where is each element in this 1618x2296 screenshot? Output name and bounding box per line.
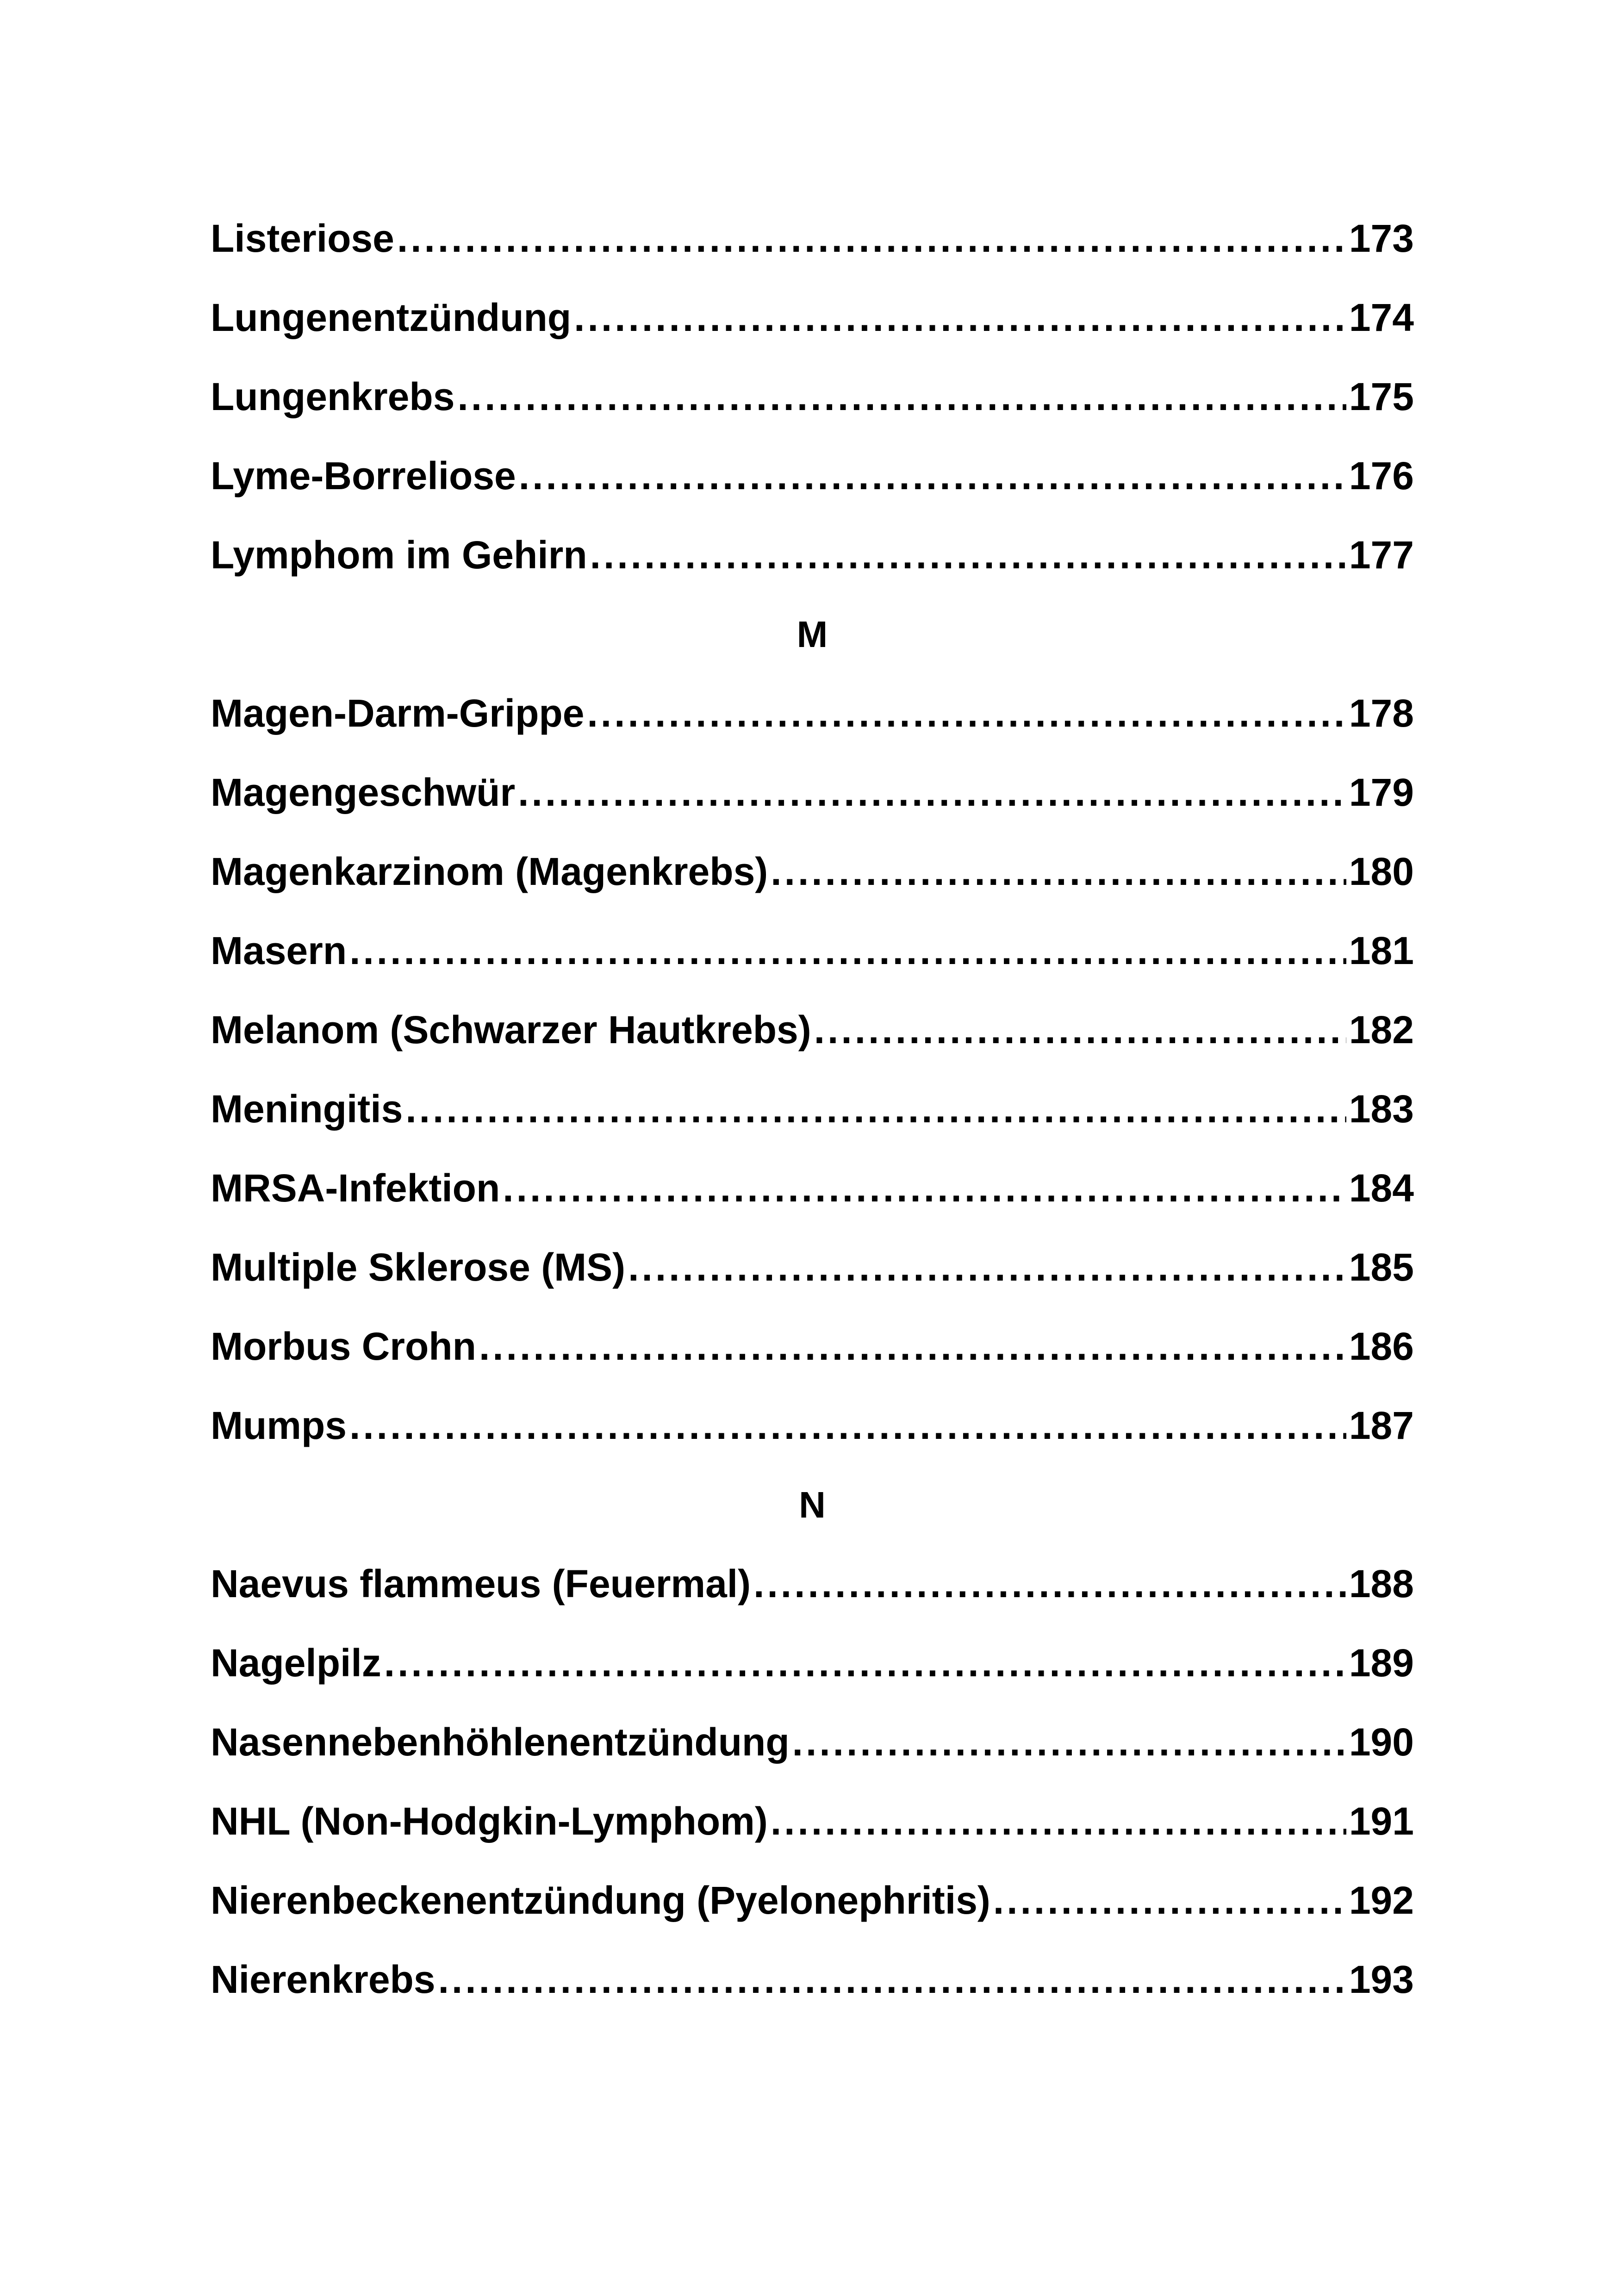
- toc-entry-page-number: 176: [1349, 454, 1414, 498]
- toc-entry[interactable]: [211, 1307, 1414, 1386]
- dot-leader: [438, 1940, 1346, 2019]
- dot-leader: [587, 674, 1346, 753]
- dot-leader: [384, 1624, 1346, 1703]
- dot-leader: [771, 832, 1346, 911]
- toc-entry-title: Nierenkrebs: [211, 1958, 436, 2001]
- section-letter-heading: M: [797, 614, 828, 655]
- dot-leader: [405, 1070, 1346, 1149]
- toc-entry[interactable]: [211, 1940, 1414, 2019]
- toc-entry-title: Lyme-Borreliose: [211, 454, 516, 498]
- toc-entry[interactable]: [211, 1544, 1414, 1624]
- toc-entry-title: Nierenbeckenentzündung (Pyelonephritis): [211, 1879, 990, 1922]
- toc-entry[interactable]: [211, 1782, 1414, 1861]
- toc-entry[interactable]: [211, 199, 1414, 278]
- table-of-contents: [211, 199, 1414, 2019]
- toc-entry[interactable]: [211, 832, 1414, 911]
- toc-entry-title: NHL (Non-Hodgkin-Lymphom): [211, 1799, 768, 1843]
- dot-leader: [753, 1544, 1346, 1624]
- dot-leader: [993, 1861, 1346, 1940]
- toc-entry-page-number: 175: [1349, 375, 1414, 418]
- toc-entry-title: Magenkarzinom (Magenkrebs): [211, 850, 768, 893]
- toc-entry-title: Mumps: [211, 1404, 347, 1447]
- dot-leader: [519, 436, 1346, 516]
- toc-entry-page-number: 182: [1349, 1008, 1414, 1052]
- dot-leader: [792, 1703, 1346, 1782]
- toc-entry-page-number: 192: [1349, 1879, 1414, 1922]
- toc-entry-page-number: 186: [1349, 1325, 1414, 1368]
- dot-leader: [479, 1307, 1346, 1386]
- toc-entry-title: Masern: [211, 929, 347, 972]
- toc-entry-title: MRSA-Infektion: [211, 1166, 500, 1210]
- toc-entry-page-number: 179: [1349, 771, 1414, 814]
- toc-entry-page-number: 190: [1349, 1720, 1414, 1764]
- dot-leader: [503, 1149, 1346, 1228]
- toc-entry[interactable]: [211, 1228, 1414, 1307]
- toc-entry-title: Listeriose: [211, 217, 394, 260]
- toc-entry[interactable]: [211, 1703, 1414, 1782]
- toc-entry[interactable]: [211, 1624, 1414, 1703]
- toc-entry-title: Naevus flammeus (Feuermal): [211, 1562, 751, 1605]
- dot-leader: [349, 911, 1346, 990]
- dot-leader: [814, 990, 1346, 1070]
- toc-entry[interactable]: [211, 990, 1414, 1070]
- toc-entry-page-number: 191: [1349, 1799, 1414, 1843]
- dot-leader: [397, 199, 1346, 278]
- toc-entry[interactable]: [211, 1070, 1414, 1149]
- dot-leader: [771, 1782, 1346, 1861]
- dot-leader: [349, 1386, 1346, 1465]
- dot-leader: [628, 1228, 1346, 1307]
- toc-entry[interactable]: [211, 278, 1414, 357]
- toc-entry-page-number: 180: [1349, 850, 1414, 893]
- toc-entry-title: Nasennebenhöhlenentzündung: [211, 1720, 790, 1764]
- toc-entry[interactable]: [211, 1386, 1414, 1465]
- dot-leader: [574, 278, 1346, 357]
- toc-entry-page-number: 188: [1349, 1562, 1414, 1605]
- toc-entry[interactable]: [211, 674, 1414, 753]
- section-letter-heading: N: [799, 1484, 826, 1525]
- toc-entry-page-number: 187: [1349, 1404, 1414, 1447]
- toc-entry-title: Lymphom im Gehirn: [211, 533, 587, 577]
- toc-entry-page-number: 183: [1349, 1087, 1414, 1131]
- toc-entry[interactable]: [211, 1149, 1414, 1228]
- toc-entry-page-number: 189: [1349, 1641, 1414, 1685]
- toc-entry[interactable]: [211, 516, 1414, 595]
- toc-entry-page-number: 184: [1349, 1166, 1414, 1210]
- toc-entry[interactable]: [211, 436, 1414, 516]
- toc-entry-title: Melanom (Schwarzer Hautkrebs): [211, 1008, 811, 1052]
- dot-leader: [457, 357, 1346, 436]
- dot-leader: [590, 516, 1346, 595]
- toc-entry-page-number: 185: [1349, 1245, 1414, 1289]
- toc-entry-page-number: 173: [1349, 217, 1414, 260]
- toc-entry-title: Nagelpilz: [211, 1641, 381, 1685]
- toc-entry-page-number: 193: [1349, 1958, 1414, 2001]
- toc-entry-title: Multiple Sklerose (MS): [211, 1245, 626, 1289]
- toc-entry-title: Lungenkrebs: [211, 375, 455, 418]
- toc-entry[interactable]: [211, 911, 1414, 990]
- toc-entry[interactable]: [211, 753, 1414, 832]
- toc-entry-page-number: 177: [1349, 533, 1414, 577]
- dot-leader: [518, 753, 1346, 832]
- toc-entry-title: Magengeschwür: [211, 771, 516, 814]
- toc-entry-page-number: 174: [1349, 296, 1414, 339]
- toc-entry-title: Magen-Darm-Grippe: [211, 691, 585, 735]
- toc-entry-title: Meningitis: [211, 1087, 403, 1131]
- toc-entry-title: Morbus Crohn: [211, 1325, 476, 1368]
- toc-entry-page-number: 178: [1349, 691, 1414, 735]
- toc-entry-title: Lungenentzündung: [211, 296, 572, 339]
- toc-entry[interactable]: [211, 1861, 1414, 1940]
- toc-entry[interactable]: [211, 357, 1414, 436]
- toc-entry-page-number: 181: [1349, 929, 1414, 972]
